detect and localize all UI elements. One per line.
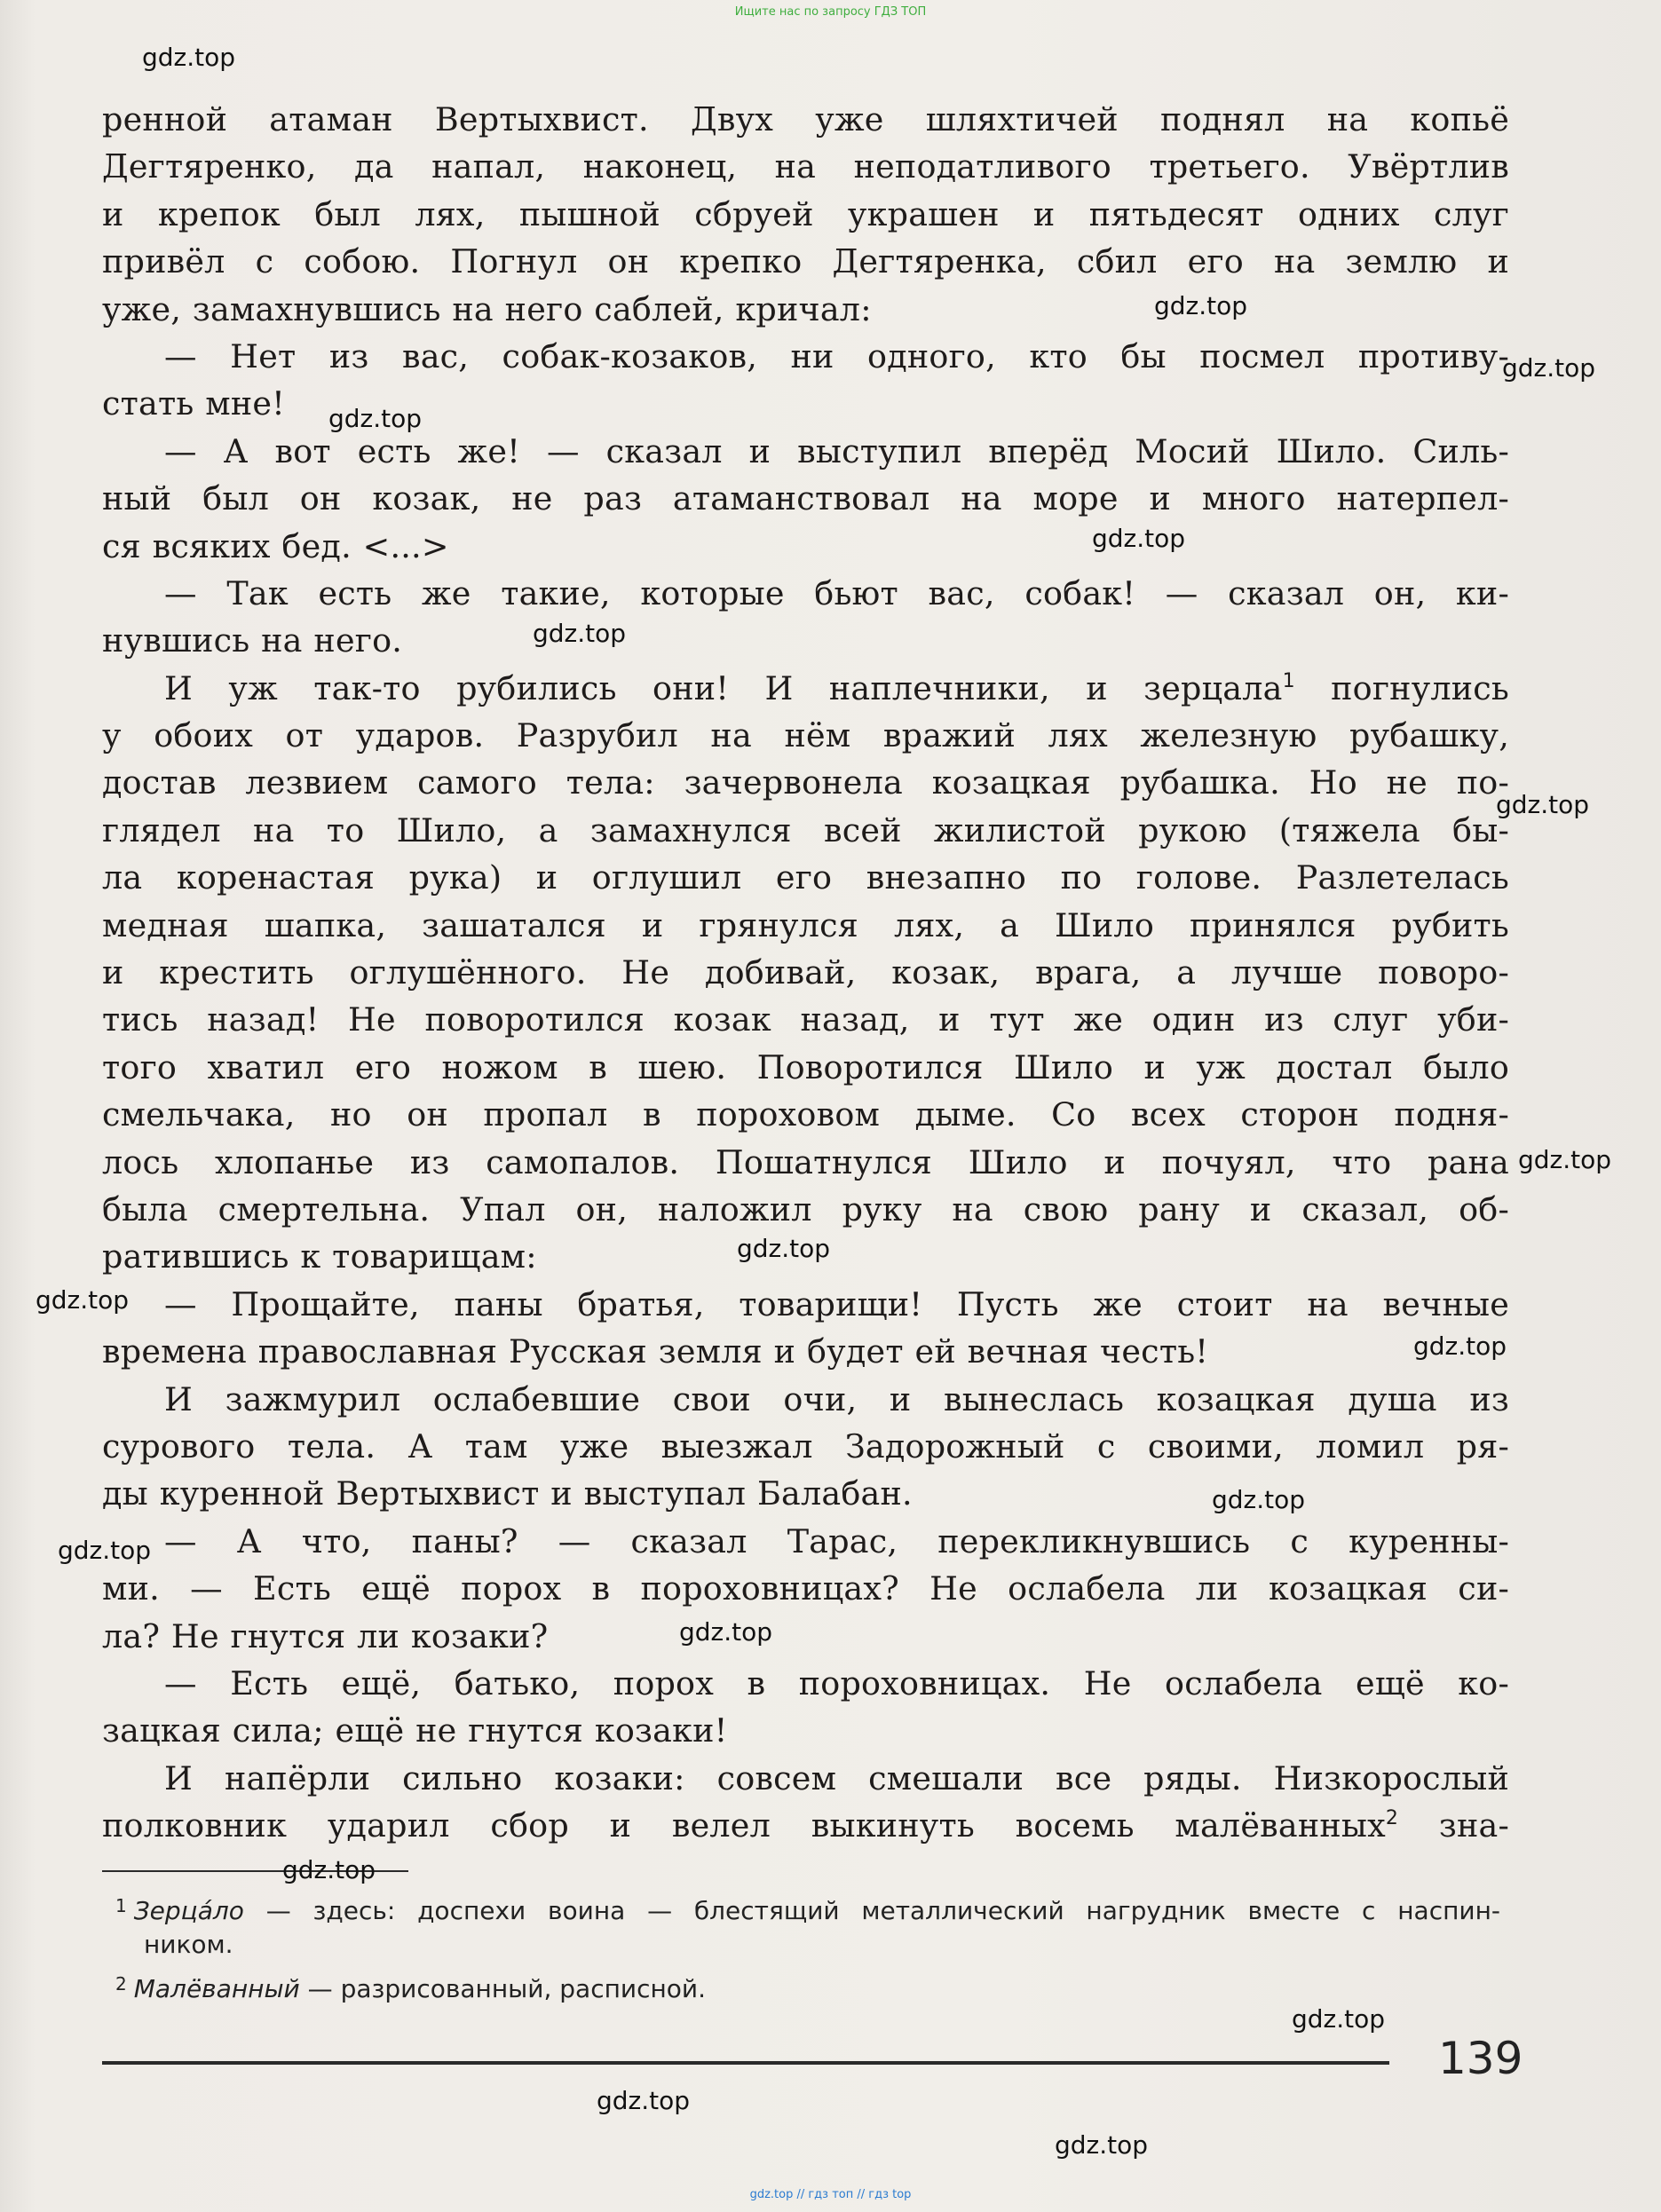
watermark: gdz.top [1496, 790, 1590, 819]
text-line: и крестить оглушённого. Не добивай, козак, врага, а лучше поворо- [102, 953, 1509, 992]
footer-banner[interactable]: gdz.top // гдз топ // гдз top [749, 2188, 912, 2201]
text-line: была смертельна. Упал он, наложил руку на свою рану и сказал, об- [102, 1189, 1509, 1228]
page-number: 139 [1438, 2033, 1523, 2084]
footnote-number: 1 [115, 1895, 127, 1916]
watermark: gdz.top [1092, 524, 1186, 553]
text-line: у обоих от ударов. Разрубил на нём вражий лях железную рубашку, [102, 716, 1509, 755]
text-line: ный был он козак, не раз атаманствовал на море и много натерпел- [102, 479, 1509, 518]
text-line: глядел на то Шило, а замахнулся всей жилистой рукою (тяжела бы- [102, 810, 1509, 849]
text-line: ла? Не гнутся ли козаки? [102, 1616, 549, 1655]
watermark: gdz.top [1212, 1485, 1306, 1514]
text-line: и крепок был лях, пышной сбруей украшен и пятьдесят одних слуг [102, 194, 1509, 233]
text-line: ми. — Есть ещё порох в пороховницах? Не ослабела ли козацкая си- [102, 1569, 1509, 1608]
text-fragment: полковник ударил сбор и велел выкинуть восемь малёванных [102, 1806, 1386, 1845]
text-line: — Так есть же такие, которые бьют вас, собак! — сказал он, ки- [164, 573, 1509, 612]
watermark: gdz.top [1518, 1145, 1612, 1174]
text-line: того хватил его ножом в шею. Поворотился Шило и уж достал было [102, 1047, 1509, 1086]
watermark: gdz.top [1292, 2004, 1386, 2034]
text-line: времена православная Русская земля и будет ей вечная честь! [102, 1332, 1209, 1371]
watermark: gdz.top [737, 1234, 831, 1263]
footnote-text: — здесь: доспехи воина — блестящий металлический нагрудник вместе с наспин- [243, 1896, 1500, 1925]
text-line: И напёрли сильно козаки: совсем смешали все ряды. Низкорослый [164, 1758, 1509, 1797]
text-line: нувшись на него. [102, 621, 403, 660]
watermark: gdz.top [328, 404, 423, 433]
text-line: И зажмурил ослабевшие свои очи, и вынеслась козацкая душа из [164, 1379, 1509, 1418]
text-fragment: И уж так-то рубились они! И наплечники, и зерцала [164, 668, 1283, 707]
text-line: — А что, паны? — сказал Тарас, перекликнувшись с куренны- [164, 1521, 1509, 1560]
footnote-2 [115, 1964, 1500, 2003]
text-line: тись назад! Не поворотился козак назад, и тут же один из слуг уби- [102, 1000, 1509, 1039]
text-line: Дегтяренко, да напал, наконец, на неподатливого третьего. Увёртлив [102, 147, 1509, 186]
watermark: gdz.top [58, 1536, 152, 1565]
text-line: уже, замахнувшись на него саблей, кричал: [102, 289, 872, 328]
footnote-marker: 2 [1385, 1807, 1399, 1830]
footnote-term: Малёванный [133, 1974, 300, 2003]
watermark: gdz.top [1413, 1331, 1507, 1361]
text-line: лось хлопанье из самопалов. Пошатнулся Шило и почуял, что рана [102, 1142, 1509, 1181]
watermark: gdz.top [533, 619, 627, 648]
text-line: — Прощайте, паны братья, товарищи! Пусть же стоит на вечные [164, 1284, 1509, 1323]
body-text [102, 96, 1509, 1849]
text-line: ренной атаман Вертыхвист. Двух уже шляхтичей поднял на копьё [102, 100, 1509, 138]
text-line: ла коренастая рука) и оглушил его внезапно по голове. Разлетелась [102, 858, 1509, 897]
footnotes [115, 1886, 1500, 2003]
text-line: — Нет из вас, собак-козаков, ни одного, кто бы посмел противу- [164, 336, 1509, 375]
text-fragment: зна- [1438, 1806, 1509, 1845]
text-line-with-footnote [102, 1802, 1509, 1849]
watermark: gdz.top [597, 2086, 691, 2115]
text-line: — Есть ещё, батько, порох в пороховницах. Не ослабела ещё ко- [164, 1663, 1509, 1702]
footnote-1-continuation: ником. [144, 1930, 233, 1959]
watermark: gdz.top [36, 1285, 130, 1315]
watermark: gdz.top [1055, 2130, 1149, 2160]
text-fragment: погнулись [1331, 668, 1509, 707]
footnote-term: Зерца́ло [133, 1896, 244, 1925]
text-line: зацкая сила; ещё не гнутся козаки! [102, 1711, 728, 1750]
footnote-text: — разрисованный, расписной. [299, 1974, 707, 2003]
watermark: gdz.top [282, 1855, 376, 1884]
bottom-divider [102, 2061, 1389, 2065]
watermark: gdz.top [142, 43, 236, 72]
footnote-number: 2 [115, 1973, 127, 1995]
text-line: стать мне! [102, 384, 286, 423]
header-banner[interactable]: Ищите нас по запросу ГДЗ ТОП [734, 5, 927, 19]
watermark: gdz.top [1154, 291, 1248, 320]
footnote-marker: 1 [1282, 669, 1295, 692]
text-line: ся всяких бед. <...> [102, 526, 449, 565]
text-line: сурового тела. А там уже выезжал Задорожный с своими, ломил ря- [102, 1426, 1509, 1465]
text-line: ды куренной Вертыхвист и выступал Балабан. [102, 1474, 913, 1513]
text-line: ратившись к товарищам: [102, 1237, 537, 1276]
watermark: gdz.top [1502, 353, 1596, 383]
text-line: привёл с собою. Погнул он крепко Дегтяренка, сбил его на землю и [102, 242, 1509, 281]
text-line: достав лезвием самого тела: зачервонела козацкая рубашка. Но не по- [102, 763, 1509, 802]
watermark: gdz.top [679, 1617, 773, 1647]
text-line-with-footnote [102, 665, 1509, 712]
footnote-1 [115, 1886, 1500, 1925]
text-line: — А вот есть же! — сказал и выступил вперёд Мосий Шило. Силь- [164, 431, 1509, 470]
text-line: смельчака, но он пропал в пороховом дыме. Со всех сторон подня- [102, 1095, 1509, 1134]
text-line: медная шапка, зашатался и грянулся лях, а Шило принялся рубить [102, 905, 1509, 944]
